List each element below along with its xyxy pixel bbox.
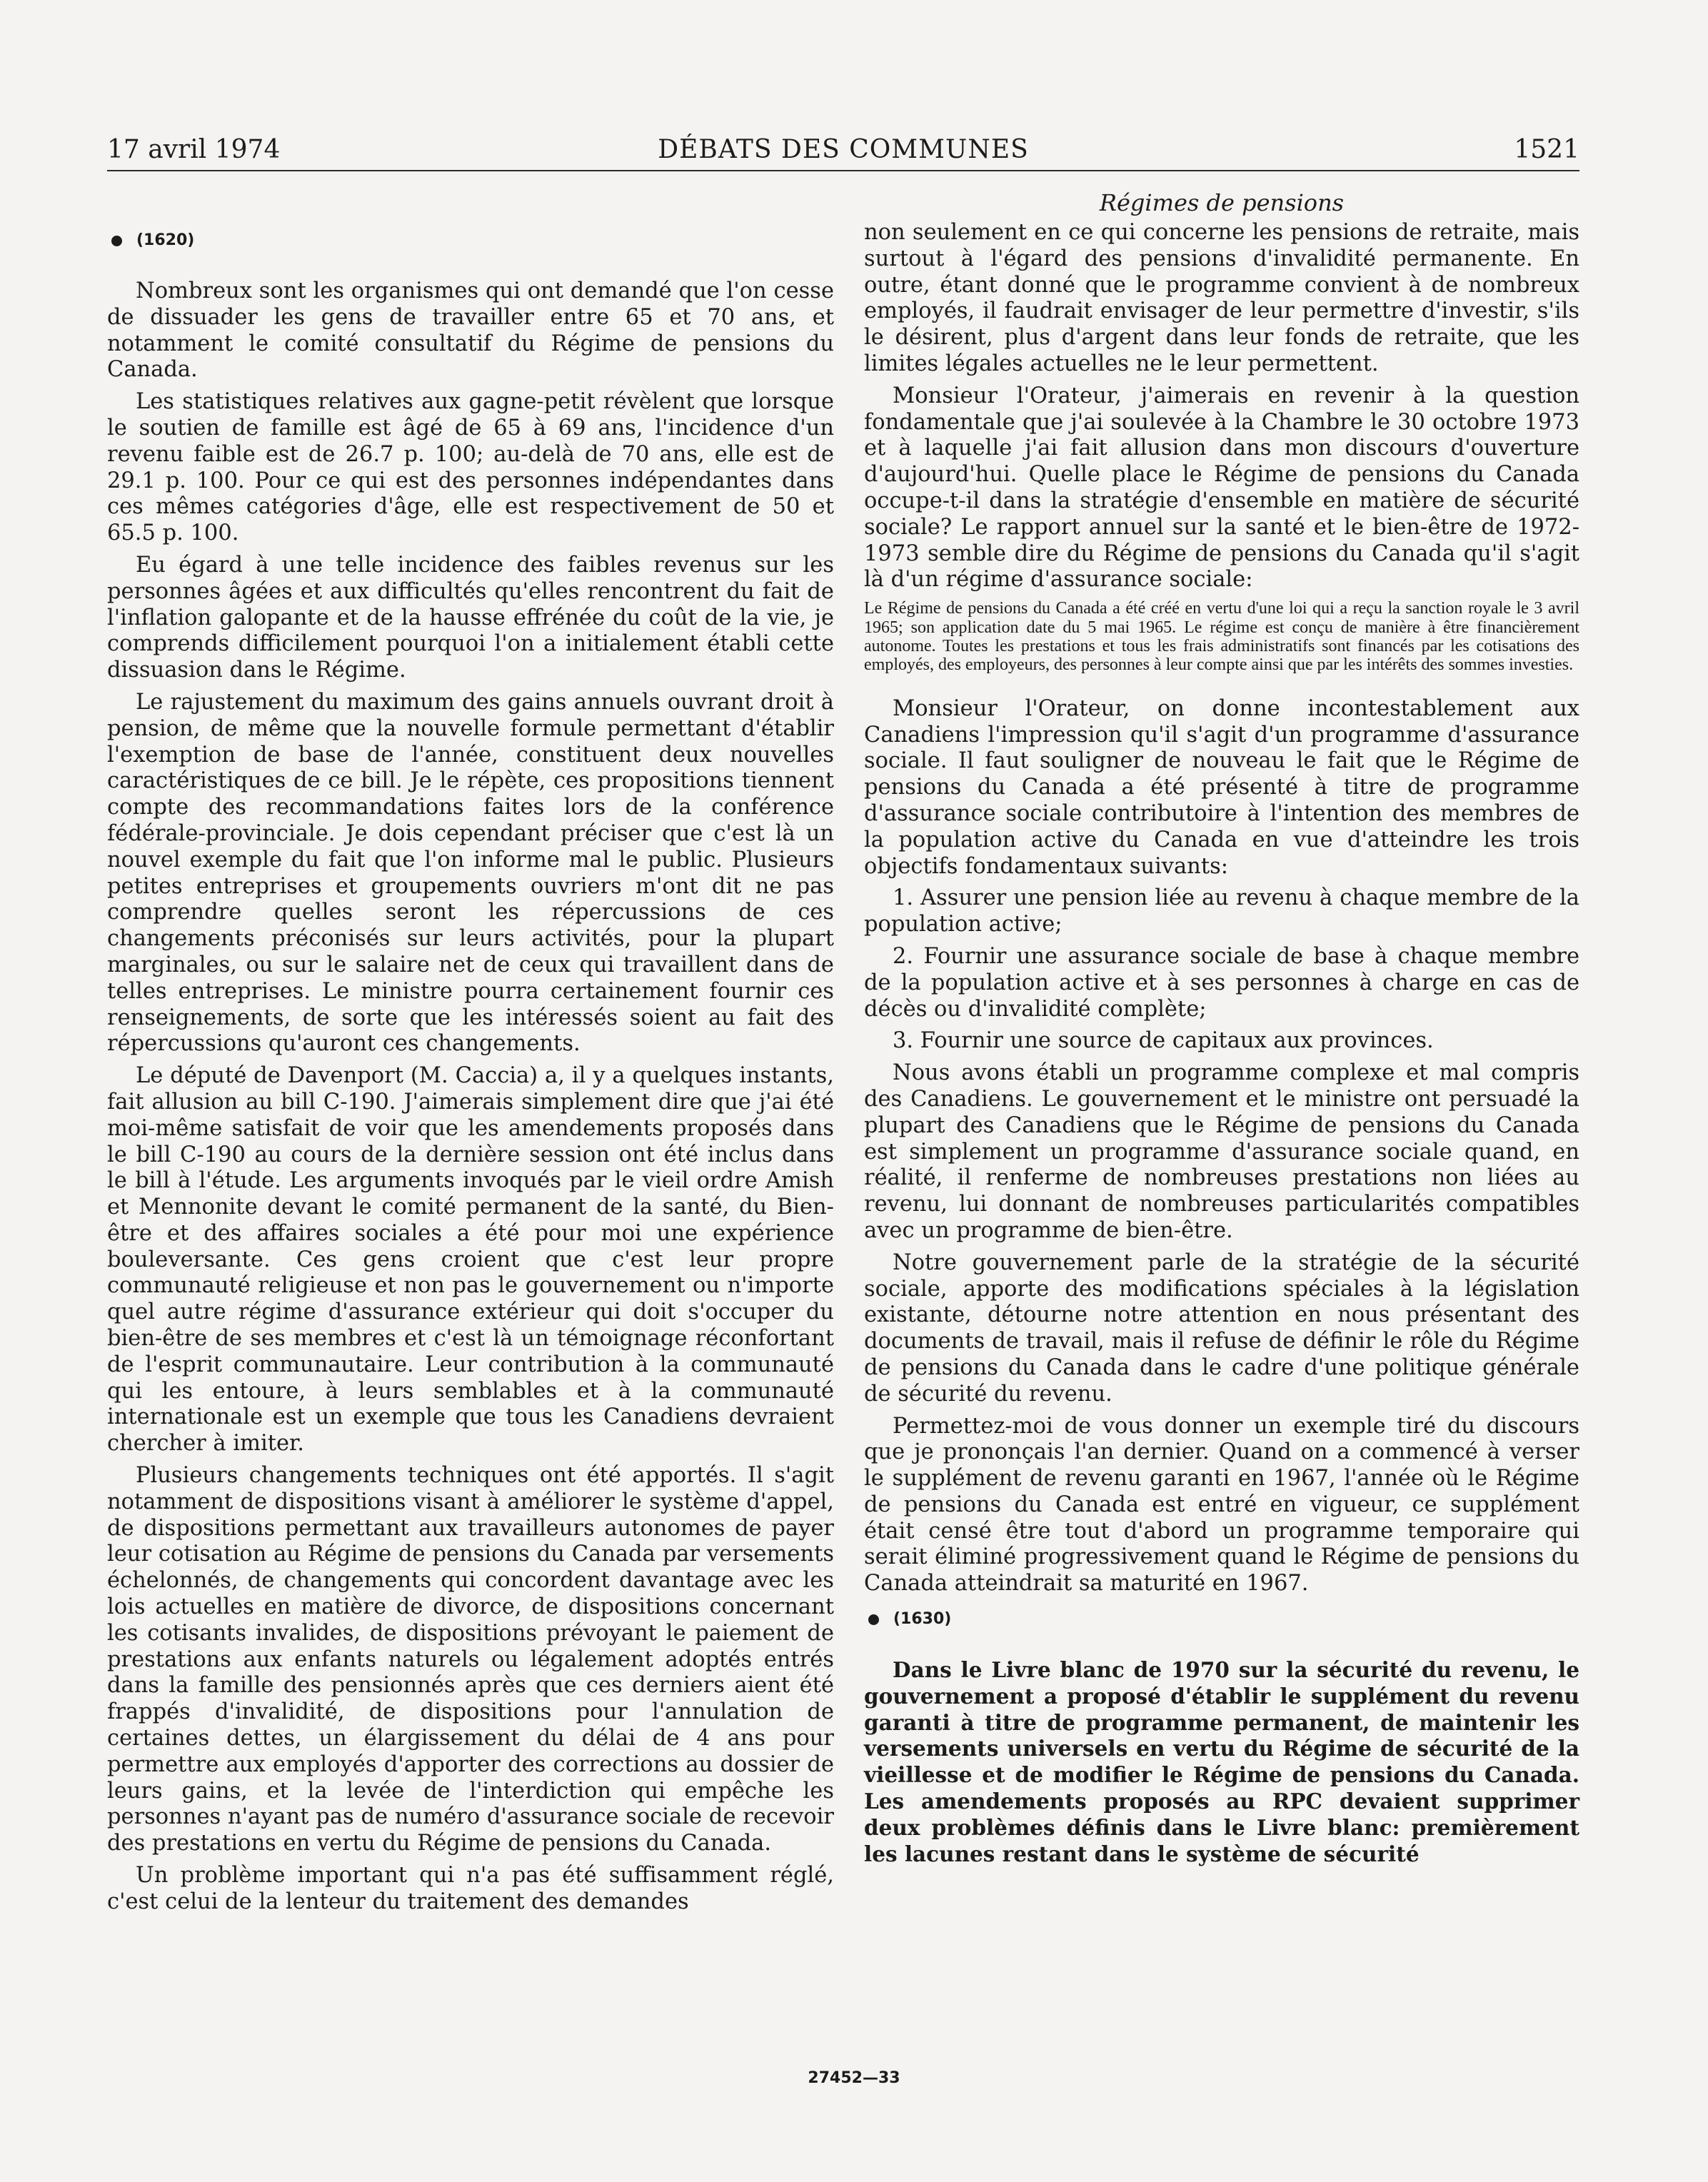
header-date: 17 avril 1974 <box>107 135 281 164</box>
right-column <box>864 220 1579 1873</box>
list-item: 2. Fournir une assurance sociale de base à chaque membre de la population active et à ses personnes à charge en cas de décès ou d'invalidité complète; <box>864 943 1579 1022</box>
list-item: 1. Assurer une pension liée au revenu à chaque membre de la population active; <box>864 885 1579 937</box>
paragraph: Le rajustement du maximum des gains annuels ouvrant droit à pension, de même que la nouvelle formule permettant d'établir l'exemption de base de l'année, constituent deux nouvelles caractéristiques de ce bill. Je le répète, ces propositions tiennent compte des recommandations faites lors de la conférence fédérale-provinciale. Je dois cependant préciser que c'est là un nouvel exemple du fait que l'on informe mal le public. Plusieurs petites entreprises et groupements ouvriers m'ont dit ne pas comprendre quelles seront les répercussions de ces changements préconisés sur leurs activités, pour la plupart marginales, ou sur le salaire net de ceux qui travaillent dans de telles entreprises. Le ministre pourra certainement fournir ces renseignements, de sorte que les intéressés soient au fait des répercussions qu'auront ces changements. <box>107 689 834 1057</box>
paragraph: Plusieurs changements techniques ont été apportés. Il s'agit notamment de dispositions visant à améliorer le système d'appel, de dispositions permettant aux travailleurs autonomes de payer leur cotisation au Régime de pensions du Canada par versements échelonnés, de changements qui concordent davantage avec les lois actuelles en matière de divorce, de dispositions concernant les cotisants invalides, de dispositions prévoyant le paiement de prestations aux enfants naturels ou légalement adoptés entrés dans la famille des pensionnés après que ces derniers aient été frappés d'invalidité, de dispositions pour l'annulation de certaines dettes, un élargissement du délai de 4 ans pour permettre aux employés d'apporter des corrections au dossier de leurs gains, et la levée de l'interdiction qui empêche les personnes n'ayant pas de numéro d'assurance sociale de recevoir des prestations en vertu du Régime de pensions du Canada. <box>107 1463 834 1856</box>
bullet-icon <box>111 236 122 246</box>
bullet-icon <box>868 1614 879 1625</box>
paragraph: Un problème important qui n'a pas été suffisamment réglé, c'est celui de la lenteur du traitement des demandes <box>107 1863 834 1914</box>
paragraph: Monsieur l'Orateur, j'aimerais en revenir à la question fondamentale que j'ai soulevée à la Chambre le 30 octobre 1973 et à laquelle j'ai fait allusion dans mon discours d'ouverture d'aujourd'hui. Quelle place le Régime de pensions du Canada occupe-t-il dans la stratégie d'ensemble en matière de sécurité sociale? Le rapport annuel sur la santé et le bien-être de 1972-1973 semble dire du Régime de pensions du Canada qu'il s'agit là d'un régime d'assurance sociale: <box>864 383 1579 593</box>
footer-code: 27452—33 <box>808 2069 900 2087</box>
time-marker <box>864 1607 1579 1632</box>
paragraph: Nous avons établi un programme complexe et mal compris des Canadiens. Le gouvernement et le ministre ont persuadé la plupart des Canadiens que le Régime de pensions du Canada est simplement un programme d'assurance sociale quand, en réalité, il renferme de nombreuses prestations non liées au revenu, lui donnant de nombreuses particularités compatibles avec un programme de bien-être. <box>864 1060 1579 1243</box>
section-subheading: Régimes de pensions <box>1099 189 1345 216</box>
paragraph-continuation: non seulement en ce qui concerne les pensions de retraite, mais surtout à l'égard des pensions d'invalidité permanente. En outre, étant donné que le programme convient à de nombreux employés, il faudrait envisager de leur permettre d'investir, s'ils le désirent, plus d'argent dans leur fonds de retraite, que les limites légales actuelles ne le leur permettent. <box>864 220 1579 376</box>
paragraph: Notre gouvernement parle de la stratégie de la sécurité sociale, apporte des modifications spéciales à la législation existante, détourne notre attention en nous présentant des documents de travail, mais il refuse de définir le rôle du Régime de pensions du Canada dans le cadre d'une politique générale de sécurité du revenu. <box>864 1250 1579 1407</box>
header-rule <box>107 170 1579 171</box>
paragraph: Les statistiques relatives aux gagne-petit révèlent que lorsque le soutien de famille est âgé de 65 à 69 ans, l'incidence d'un revenu faible est de 26.7 p. 100; au-delà de 70 ans, elle est de 29.1 p. 100. Pour ce qui est des personnes indépendantes dans ces mêmes catégories d'âge, elle est respectivement de 50 et 65.5 p. 100. <box>107 389 834 546</box>
paragraph: Nombreux sont les organismes qui ont demandé que l'on cesse de dissuader les gens de travailler entre 65 et 70 ans, et notamment le comité consultatif du Régime de pensions du Canada. <box>107 278 834 383</box>
page-header <box>107 131 1579 169</box>
time-marker <box>107 228 834 253</box>
time-marker-label: (1620) <box>136 231 195 249</box>
paragraph: Permettez-moi de vous donner un exemple tiré du discours que je prononçais l'an dernier. Quand on a commencé à verser le supplément de revenu garanti en 1967, l'année où le Régime de pensions du Canada est entré en vigueur, ce supplément était censé être tout d'abord un programme temporaire qui serait éliminé progressivement quand le Régime de pensions du Canada atteindrait sa maturité en 1967. <box>864 1413 1579 1597</box>
paragraph: Le député de Davenport (M. Caccia) a, il y a quelques instants, fait allusion au bill C-190. J'aimerais simplement dire que j'ai été moi-même satisfait de voir que les amendements proposés dans le bill C-190 au cours de la dernière session ont été inclus dans le bill à l'étude. Les arguments invoqués par le vieil ordre Amish et Mennonite devant le comité permanent de la santé, du Bien-être et des affaires sociales a été pour moi une expérience bouleversante. Ces gens croient que c'est leur propre communauté religieuse et non pas le gouvernement ou n'importe quel autre régime d'assurance extérieur qui doit s'occuper du bien-être de ses membres et c'est là un témoignage réconfortant de l'esprit communautaire. Leur contribution à la communauté qui les entoure, à leurs semblables et à la communauté internationale est un exemple que tous les Canadiens devraient chercher à imiter. <box>107 1063 834 1457</box>
paragraph: Eu égard à une telle incidence des faibles revenus sur les personnes âgées et aux difficultés qu'elles rencontrent du fait de l'inflation galopante et de la hausse effrénée du coût de la vie, je comprends difficilement pourquoi l'on a initialement établi cette dissuasion dans le Régime. <box>107 552 834 683</box>
left-column <box>107 218 834 1921</box>
paragraph-bold: Dans le Livre blanc de 1970 sur la sécurité du revenu, le gouvernement a proposé d'établir le supplément du revenu garanti à titre de programme permanent, de maintenir les versements universels en vertu du Régime de sécurité de la vieillesse et de modifier le Régime de pensions du Canada. Les amendements proposés au RPC devaient supprimer deux problèmes définis dans le Livre blanc: premièrement les lacunes restant dans le système de sécurité <box>864 1657 1579 1866</box>
list-item: 3. Fournir une source de capitaux aux provinces. <box>893 1028 1434 1054</box>
time-marker-label: (1630) <box>893 1610 952 1629</box>
paragraph: Monsieur l'Orateur, on donne incontestablement aux Canadiens l'impression qu'il s'agit d'un programme d'assurance sociale. Il faut souligner de nouveau le fait que le Régime de pensions du Canada a été présenté à titre de programme d'assurance sociale contributoire à l'intention des membres de la population active du Canada en vue d'atteindre les trois objectifs fondamentaux suivants: <box>864 695 1579 879</box>
header-title: DÉBATS DES COMMUNES <box>658 135 1029 164</box>
block-quote: Le Régime de pensions du Canada a été créé en vertu d'une loi qui a reçu la sanction royale le 3 avril 1965; son application date du 5 mai 1965. Le régime est conçu de manière à être financièrement autonome. Toutes les prestations et tous les frais administratifs sont financés par les cotisations des employés, des employeurs, des personnes à leur compte ainsi que par les intérêts des sommes investies. <box>864 599 1579 675</box>
header-page-number: 1521 <box>1514 135 1579 164</box>
